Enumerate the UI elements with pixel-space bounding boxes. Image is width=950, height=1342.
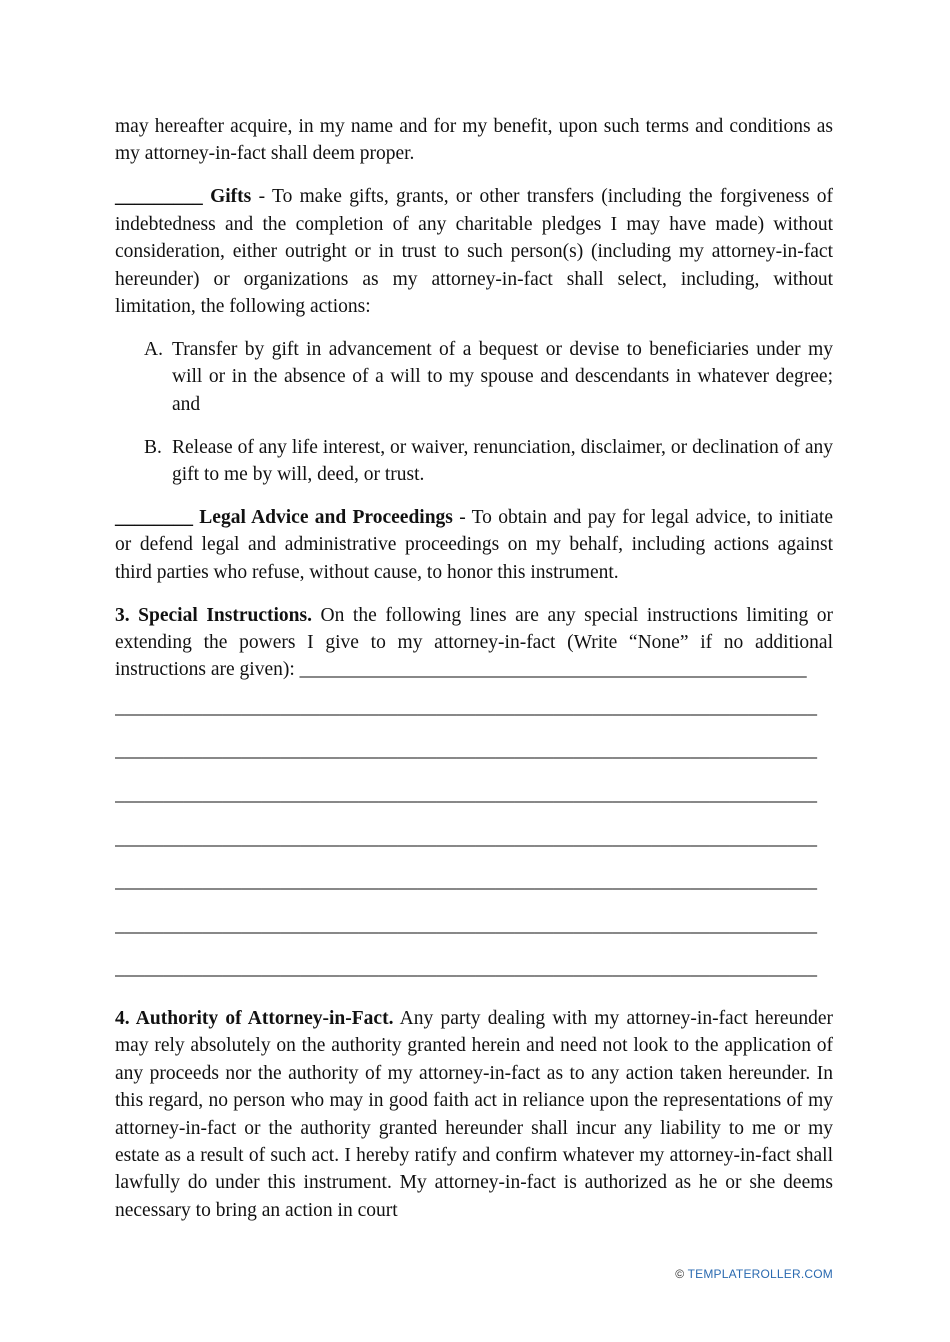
special-instructions-paragraph (115, 602, 833, 684)
instruction-write-line[interactable]: ________________________________________________________________________ (115, 740, 817, 762)
list-marker: B. (144, 436, 162, 458)
copyright-icon: © (675, 1267, 685, 1281)
special-instructions-title: 3. Special Instructions. (115, 604, 312, 626)
authority-title: 4. Authority of Attorney-in-Fact. (115, 1007, 394, 1029)
list-item-text: Release of any life interest, or waiver, renunciation, disclaimer, or declination of any gift to me by will, deed, or trust. (172, 436, 833, 485)
instruction-write-line[interactable]: ________________________________________________________________________ (115, 958, 817, 980)
legal-text: - To obtain and pay for legal advice, to initiate or defend legal and administrative proceedings on my behalf, including actions against third parties who refuse, without cause, to honor this instrument. (115, 506, 834, 583)
instruction-write-line[interactable]: ________________________________________________________________________ (115, 871, 817, 893)
legal-title: Legal Advice and Proceedings (199, 506, 453, 528)
footer-site-link[interactable]: TEMPLATEROLLER.COM (687, 1267, 833, 1281)
gifts-paragraph (115, 183, 833, 320)
authority-text: Any party dealing with my attorney-in-fact hereunder may rely absolutely on the authority granted herein and need not look to the application of any proceeds nor the authority of my attorney-in-fact as to any action taken hereunder. In this regard, no person who may in good faith act in reliance upon the representations of my attorney-in-fact or the authority granted hereunder shall incur any liability to me or my estate as a result of such act. I hereby ratify and confirm whatever my attorney-in-fact shall lawfully do under this instrument. My attorney-in-fact is authorized as he or she deems necessary to bring an action in court (115, 1007, 833, 1221)
special-instructions-text: On the following lines are any special instructions limiting or extending the powers I give to my attorney-in-fact (Write “None” if no additional instructions are given): (115, 604, 833, 681)
list-item (115, 434, 833, 489)
continuation-paragraph: may hereafter acquire, in my name and for my benefit, upon such terms and conditions as my attorney-in-fact shall deem proper. (115, 116, 833, 165)
legal-blank: ________ (115, 506, 193, 528)
instruction-write-line[interactable]: ________________________________________________________________________ (115, 696, 817, 718)
gifts-text: - To make gifts, grants, or other transfers (including the forgiveness of indebtedness and the completion of any charitable pledges I may have made) without consideration, either outright or in trust to such person(s) (including my attorney-in-fact hereunder) or organizations as my attorney-in-fact shall select, including, without limitation, the following actions: (115, 186, 834, 317)
list-marker: A. (144, 338, 163, 360)
instruction-write-line[interactable]: ________________________________________________________________________ (115, 914, 817, 936)
special-instructions-lines (115, 686, 833, 991)
instruction-write-line[interactable]: ________________________________________________________________________ (115, 827, 817, 849)
list-item-text: Transfer by gift in advancement of a bequest or devise to beneficiaries under my will or in the absence of a will to my spouse and descendants in whatever degree; and (172, 338, 833, 415)
list-item (115, 336, 833, 418)
legal-advice-paragraph (115, 504, 833, 586)
gifts-action-list (115, 336, 833, 489)
authority-paragraph (115, 1005, 833, 1224)
gifts-title: Gifts (210, 186, 252, 208)
instruction-write-line[interactable]: ________________________________________________________________________ (115, 784, 817, 805)
footer-credit (675, 1267, 833, 1281)
special-instructions-inline-line[interactable]: ____________________________________________________ (299, 659, 807, 681)
document-page (115, 113, 833, 1224)
gifts-blank: _________ (115, 186, 203, 208)
